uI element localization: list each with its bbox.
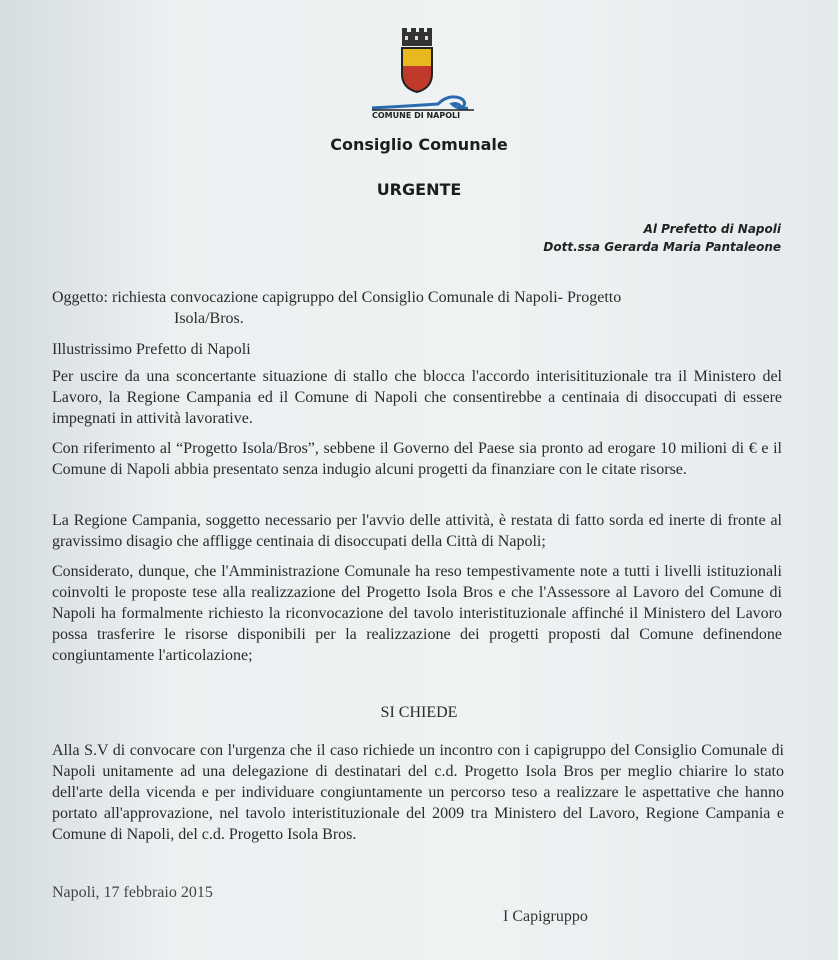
council-name: Consiglio Comunale: [330, 135, 508, 154]
recipient-title: Al Prefetto di Napoli: [643, 222, 781, 236]
document-date: Napoli, 17 febbraio 2015: [52, 884, 213, 901]
salutation: Illustrissimo Prefetto di Napoli: [52, 341, 251, 358]
recipient-block: [543, 220, 781, 256]
recipient-name: Dott.ssa Gerarda Maria Pantaleone: [543, 240, 781, 254]
paragraph: Considerato, dunque, che l'Amministrazione Comunale ha reso tempestivamente note a tutti i livelli istituzionali coinvolti le proposte tese alla realizzazione del Progetto Isola Bros e che l'Assessore al Lavoro del Comune di Napoli ha formalmente richiesto la riconvocazione del tavolo interistituzionale affinché il Ministero del Lavoro possa trasferire le risorse disponibili per la realizzazione dei progetti proposti dal Comune definendone congiuntamente l'articolazione;: [52, 563, 782, 664]
request-heading: SI CHIEDE: [380, 704, 458, 721]
logo-text: COMUNE DI NAPOLI: [372, 111, 461, 120]
subject-continuation: Isola/Bros.: [174, 310, 244, 327]
paragraph: Per uscire da una sconcertante situazione di stallo che blocca l'accordo interisitituzionale tra il Ministero del Lavoro, la Regione Campania ed il Comune di Napoli che consentirebbe a centinaia di disoccupati di essere impegnati in attività lavorative.: [52, 368, 782, 427]
paragraph: Con riferimento al “Progetto Isola/Bros”, sebbene il Governo del Paese sia pronto ad erogare 10 milioni di € e il Comune di Napoli abbia presentato senza indugio alcuni progetti da finanziare con le citate risorse.: [52, 440, 782, 478]
request-paragraph: Alla S.V di convocare con l'urgenza che il caso richiede un incontro con i capigruppo del Consiglio Comunale di Napoli unitamente ad una delegazione di destinatari del c.d. Progetto Isola Bros per meglio chiarire lo stato dell'arte della vicenda e per individuare congiuntamente un percorso teso a realizzare le aspettative che hanno portato all'approvazione, nel tavolo interistituzionale del 2009 tra Ministero del Lavoro, Regione Campania e Comune di Napoli, del c.d. Progetto Isola Bros.: [52, 742, 784, 843]
coat-of-arms-icon: [368, 28, 478, 120]
signature: I Capigruppo: [503, 908, 588, 925]
comune-di-napoli-logo: [368, 28, 478, 120]
subject-text: Oggetto: richiesta convocazione capigruppo del Consiglio Comunale di Napoli- Progetto: [52, 289, 622, 306]
subject-line: [52, 287, 782, 329]
urgent-label: URGENTE: [376, 180, 462, 199]
paragraph: La Regione Campania, soggetto necessario per l'avvio delle attività, è restata di fatto sorda ed inerte di fronte al gravissimo disagio che affligge centinaia di disoccupati della Città di Napoli;: [52, 512, 782, 550]
